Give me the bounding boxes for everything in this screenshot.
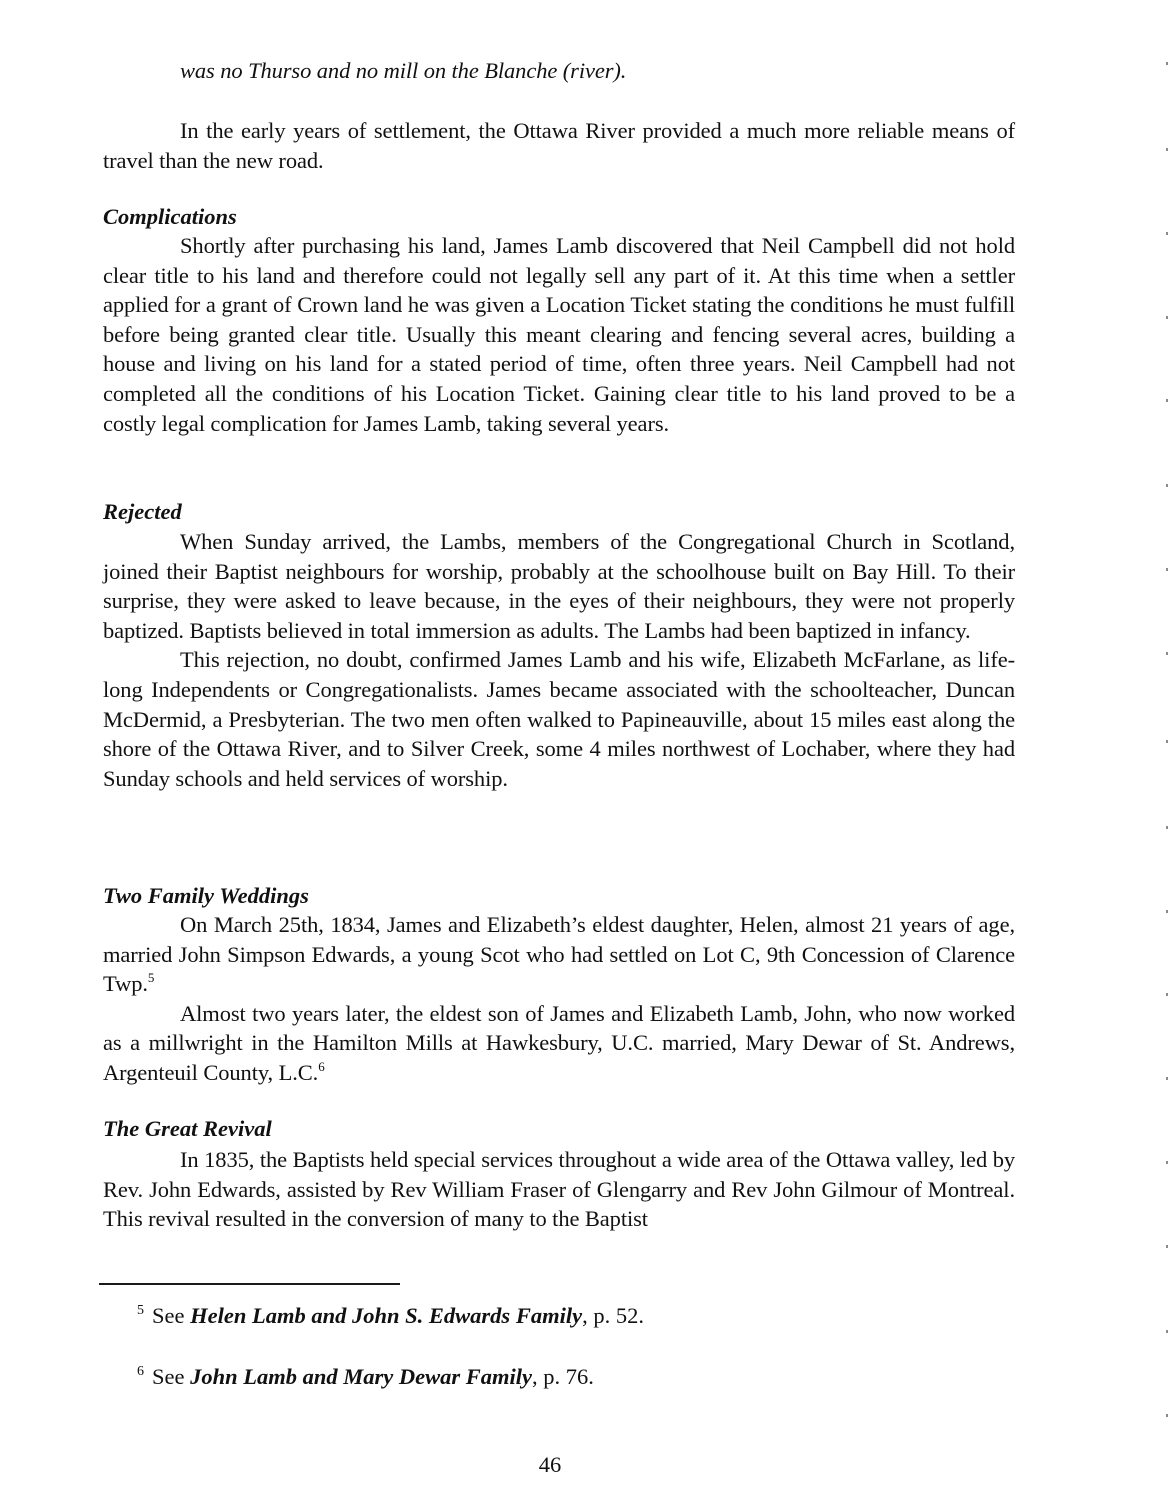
footnote-ref-5[interactable]: 5 xyxy=(147,970,155,986)
paragraph xyxy=(103,999,1015,1088)
footnote-number: 6 xyxy=(137,1364,144,1379)
paragraph: In the early years of settlement, the Ottawa River provided a much more reliable means of travel than the new road. xyxy=(103,118,1015,173)
section-heading-two-family-weddings: Two Family Weddings xyxy=(103,883,309,908)
footnote-prefix: See xyxy=(152,1303,191,1328)
paragraph: In 1835, the Baptists held special services throughout a wide area of the Ottawa valley, led by Rev. John Edwards, assisted by Rev William Fraser of Glengarry and Rev John Gilmour of Montreal. This revival resulted in the conversion of many to the Baptist xyxy=(103,1147,1015,1232)
section-complications-body xyxy=(103,231,1015,438)
paragraph-text: On March 25th, 1834, James and Elizabeth’s eldest daughter, Helen, almost 21 years of age, married John Simpson Edwards, a young Scot who had settled on Lot C, 9th Concession of Clarence Twp. xyxy=(103,912,1015,997)
footnote-6 xyxy=(137,1363,594,1391)
intro-paragraph xyxy=(103,116,1015,175)
footnote-ref-6[interactable]: 6 xyxy=(318,1058,325,1074)
section-heading-complications: Complications xyxy=(103,204,237,229)
footnote-5 xyxy=(137,1302,644,1330)
paragraph-text: Almost two years later, the eldest son of James and Elizabeth Lamb, John, who now worked as a millwright in the Hamilton Mills at Hawkesbury, U.C. married, Mary Dewar of St. Andrews, Argenteuil County, L.C. xyxy=(103,1000,1015,1085)
section-rejected-body xyxy=(103,527,1015,793)
section-weddings-body xyxy=(103,910,1015,1088)
intro-italic-text: was no Thurso and no mill on the Blanche (river). xyxy=(180,58,627,83)
footnote-separator xyxy=(99,1283,400,1285)
intro-italic-line xyxy=(180,56,880,86)
footnote-reference-title: John Lamb and Mary Dewar Family xyxy=(190,1364,533,1389)
page-number: 46 xyxy=(538,1452,562,1477)
section-heading-great-revival: The Great Revival xyxy=(103,1116,272,1141)
footnote-suffix: , p. 76. xyxy=(532,1364,594,1389)
footnote-suffix: , p. 52. xyxy=(582,1303,644,1328)
footnote-number: 5 xyxy=(137,1303,144,1318)
section-revival-body xyxy=(103,1145,1015,1234)
footnote-prefix: See xyxy=(152,1364,191,1389)
paragraph: Shortly after purchasing his land, James Lamb discovered that Neil Campbell did not hold clear title to his land and therefore could not legally sell any part of it. At this time when a settler applied for a grant of Crown land he was given a Location Ticket stating the conditions he must fulfill before being granted clear title. Usually this meant clearing and fencing several acres, building a house and living on his land for a stated period of time, often three years. Neil Campbell had not completed all the conditions of his Location Ticket. Gaining clear title to his land proved to be a costly legal complication for James Lamb, taking several years. xyxy=(103,233,1015,436)
footnote-reference-title: Helen Lamb and John S. Edwards Family xyxy=(190,1303,583,1328)
paragraph: When Sunday arrived, the Lambs, members of the Congregational Church in Scotland, joined their Baptist neighbours for worship, probably at the schoolhouse built on Bay Hill. To their surprise, they were asked to leave because, in the eyes of their neighbours, they were not properly baptized. Baptists believed in total immersion as adults. The Lambs had been baptized in infancy. xyxy=(103,529,1015,643)
paragraph: This rejection, no doubt, confirmed James Lamb and his wife, Elizabeth McFarlane, as life-long Independents or Congregationalists. James became associated with the schoolteacher, Duncan McDermid, a Presbyterian. The two men often walked to Papineauville, about 15 miles east along the shore of the Ottawa River, and to Silver Creek, some 4 miles northwest of Lochaber, where they had Sunday schools and held services of worship. xyxy=(103,647,1015,791)
section-heading-rejected: Rejected xyxy=(103,499,182,524)
paragraph xyxy=(103,910,1015,999)
